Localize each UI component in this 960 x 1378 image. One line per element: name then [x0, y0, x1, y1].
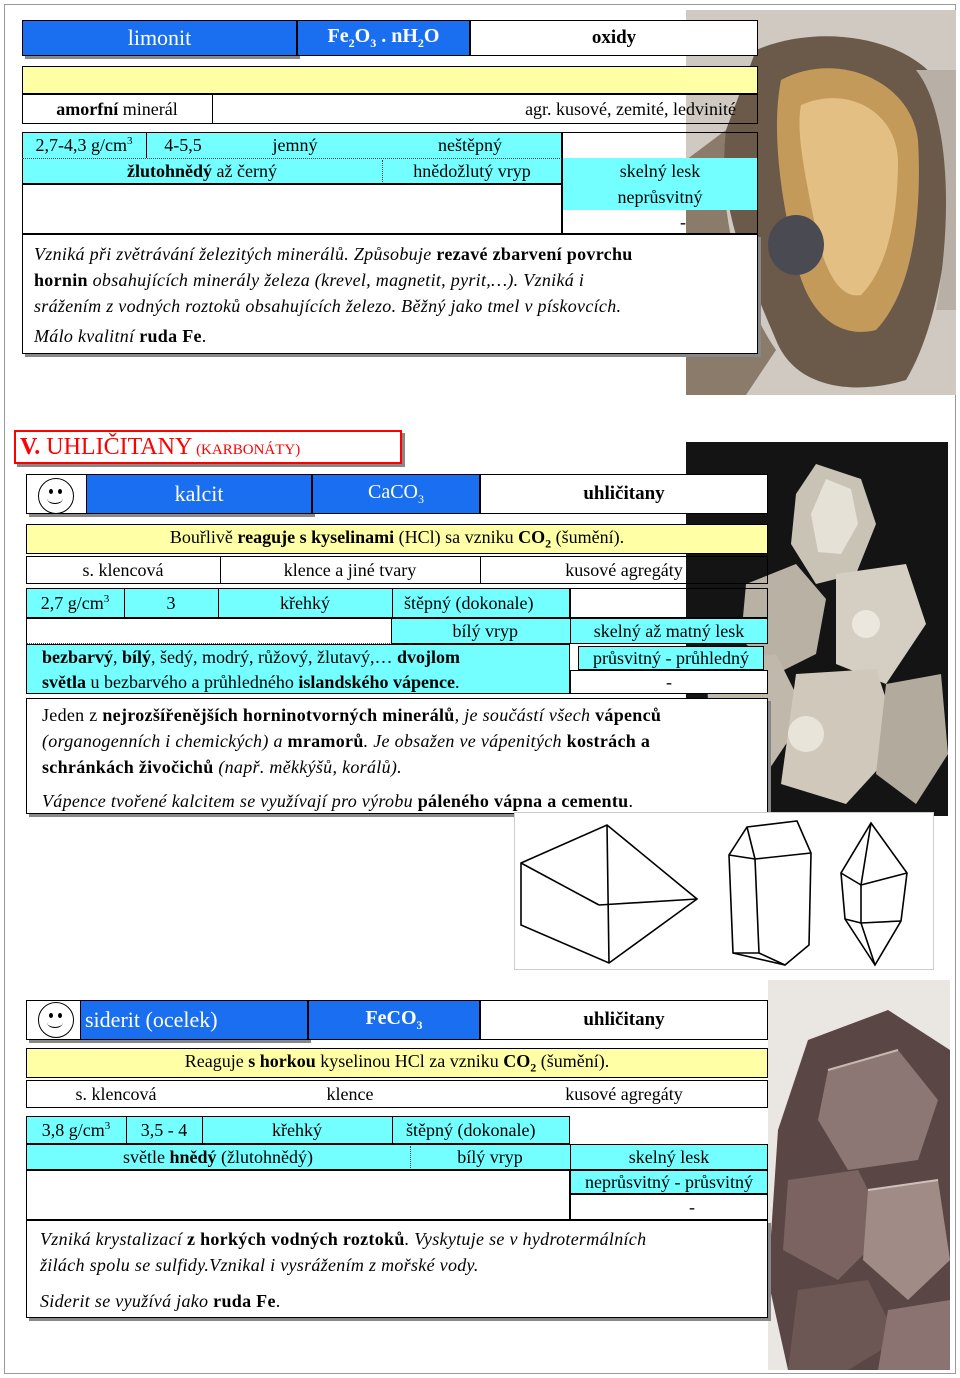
siderit-aggregate: kusové agregáty [565, 1083, 683, 1104]
siderit-crystal: klence [326, 1083, 374, 1104]
kalcit-luster: skelný až matný lesk [593, 620, 745, 641]
siderit-empty-row [26, 1170, 570, 1220]
limonit-note-bar [22, 66, 758, 94]
limonit-tenacity: jemný [272, 134, 318, 155]
limonit-aggregate: agr. kusové, zemité, ledvinité [525, 98, 736, 119]
smiley-icon [38, 478, 74, 514]
kalcit-system: s. klencová [82, 559, 164, 580]
siderit-description: Vzniká krystalizací z horkých vodných roztoků. Vyskytuje se v hydrotermálních žilách spolu se sulfidy.Vznikal i vysrážením z mořské vody. Siderit se využívá jako ruda Fe. [40, 1229, 647, 1311]
kalcit-name: kalcit [174, 481, 224, 506]
kalcit-streak: bílý vryp [452, 620, 518, 641]
limonit-cleavage: neštěpný [438, 134, 502, 155]
limonit-group: oxidy [591, 27, 637, 48]
kalcit-crystal: klence a jiné tvary [283, 559, 417, 580]
kalcit-density: 2,7 $g/cm^3$ [40, 592, 110, 613]
limonit-color: žlutohnědý až černý [127, 160, 277, 181]
divider [212, 94, 213, 124]
siderit-hardness: 3,5 - 4 [140, 1119, 188, 1140]
limonit-habit: amorfní minerál [56, 98, 178, 119]
siderit-density: 3,8 $g/cm^3$ [41, 1119, 111, 1140]
kalcit-group-cell [480, 474, 768, 514]
limonit-group-cell [470, 20, 758, 56]
kalcit-tenacity: křehký [280, 592, 330, 613]
siderit-tenacity: křehký [272, 1119, 322, 1140]
siderit-system: s. klencová [75, 1083, 157, 1104]
kalcit-cleavage: štěpný (dokonale) [404, 592, 534, 613]
limonit-formula-cell [297, 20, 470, 56]
kalcit-props-right-top [570, 588, 768, 618]
siderit-name-cell [80, 1000, 308, 1040]
kalcit-hardness: 3 [166, 592, 176, 613]
siderit-dash: - [570, 1194, 768, 1220]
siderit-cleavage: štěpný (dokonale) [406, 1119, 536, 1140]
siderit-reaction-note: Reaguje s horkou kyselinou HCl za vzniku $CO_2$ (šumění). [26, 1048, 768, 1078]
limonit-hardness: 4-5,5 [164, 134, 202, 155]
siderit-name: siderit (ocelek) [85, 1007, 218, 1032]
limonit-empty-row [22, 184, 562, 234]
kalcit-aggregate: kusové agregáty [565, 559, 683, 580]
siderit-luster: skelný lesk [628, 1146, 710, 1167]
limonit-formula: $Fe_2O_3$ . $nH_2O$ [327, 25, 440, 50]
crystal-drawings [514, 812, 934, 970]
siderit-group-cell [480, 1000, 768, 1040]
siderit-streak: bílý vryp [457, 1146, 523, 1167]
kalcit-color: bezbarvý, bílý, šedý, modrý, růžový, žlutavý,… dvojlom [42, 646, 460, 667]
limonit-luster: skelný lesk [562, 158, 758, 184]
siderit-color: světle hnědý (žlutohnědý) [123, 1146, 313, 1167]
siderite-photo [768, 980, 950, 1370]
siderit-formula-cell [308, 1000, 480, 1040]
kalcit-name-cell [86, 474, 312, 514]
section-title: V. UHLIČITANY (KARBONÁTY) [20, 434, 301, 460]
limonit-description: Vzniká při zvětrávání železitých minerálů. Způsobuje rezavé zbarvení povrchu hornin obsahujících minerály železa (krevel, magnetit, pyrit,…). Vzniká i srážením z vodných roztoků obsahujících železo. Běžný jako tmel v pískovcích. Málo kvalitní ruda Fe. [34, 244, 633, 346]
siderit-formula: FeCO$_3$ [365, 1007, 423, 1032]
kalcit-formula: CaCO$_3$ [368, 481, 424, 506]
kalcit-formula-cell [312, 474, 480, 514]
kalcit-reaction-note: Bouřlivě reaguje s kyselinami (HCl) sa vzniku $CO_2$ (šumění). [26, 524, 768, 554]
divider [26, 618, 392, 644]
limonit-density: 2,7-4,3 $g/cm^3$ [35, 134, 133, 155]
smiley-icon [38, 1002, 74, 1038]
limonit-name-cell [22, 20, 297, 56]
limonit-dash: - [680, 211, 686, 232]
siderit-group: uhličitany [583, 1009, 665, 1030]
limonit-streak: hnědožlutý vryp [413, 160, 531, 181]
limonit-transparency: neprůsvitný [562, 184, 758, 210]
kalcit-transparency: průsvitný - průhledný [578, 646, 764, 670]
kalcit-dash: - [570, 670, 768, 694]
kalcit-description: Jeden z nejrozšířenějších horninotvorných minerálů, je součástí všech vápenců (organogenních i chemických) a mramorů. Je obsažen ve vápenitých kostrách a schránkách živočichů (např. měkkýšů, korálů). Vápence tvořené kalcitem se využívají pro výrobu páleného vápna a cementu. [42, 705, 662, 811]
limonit-name: limonit [127, 25, 192, 50]
kalcit-group: uhličitany [583, 483, 665, 504]
kalcit-color-2: světla u bezbarvého a průhledného islandského vápence. [42, 671, 460, 692]
siderit-transparency: neprůsvitný - průsvitný [570, 1170, 768, 1194]
